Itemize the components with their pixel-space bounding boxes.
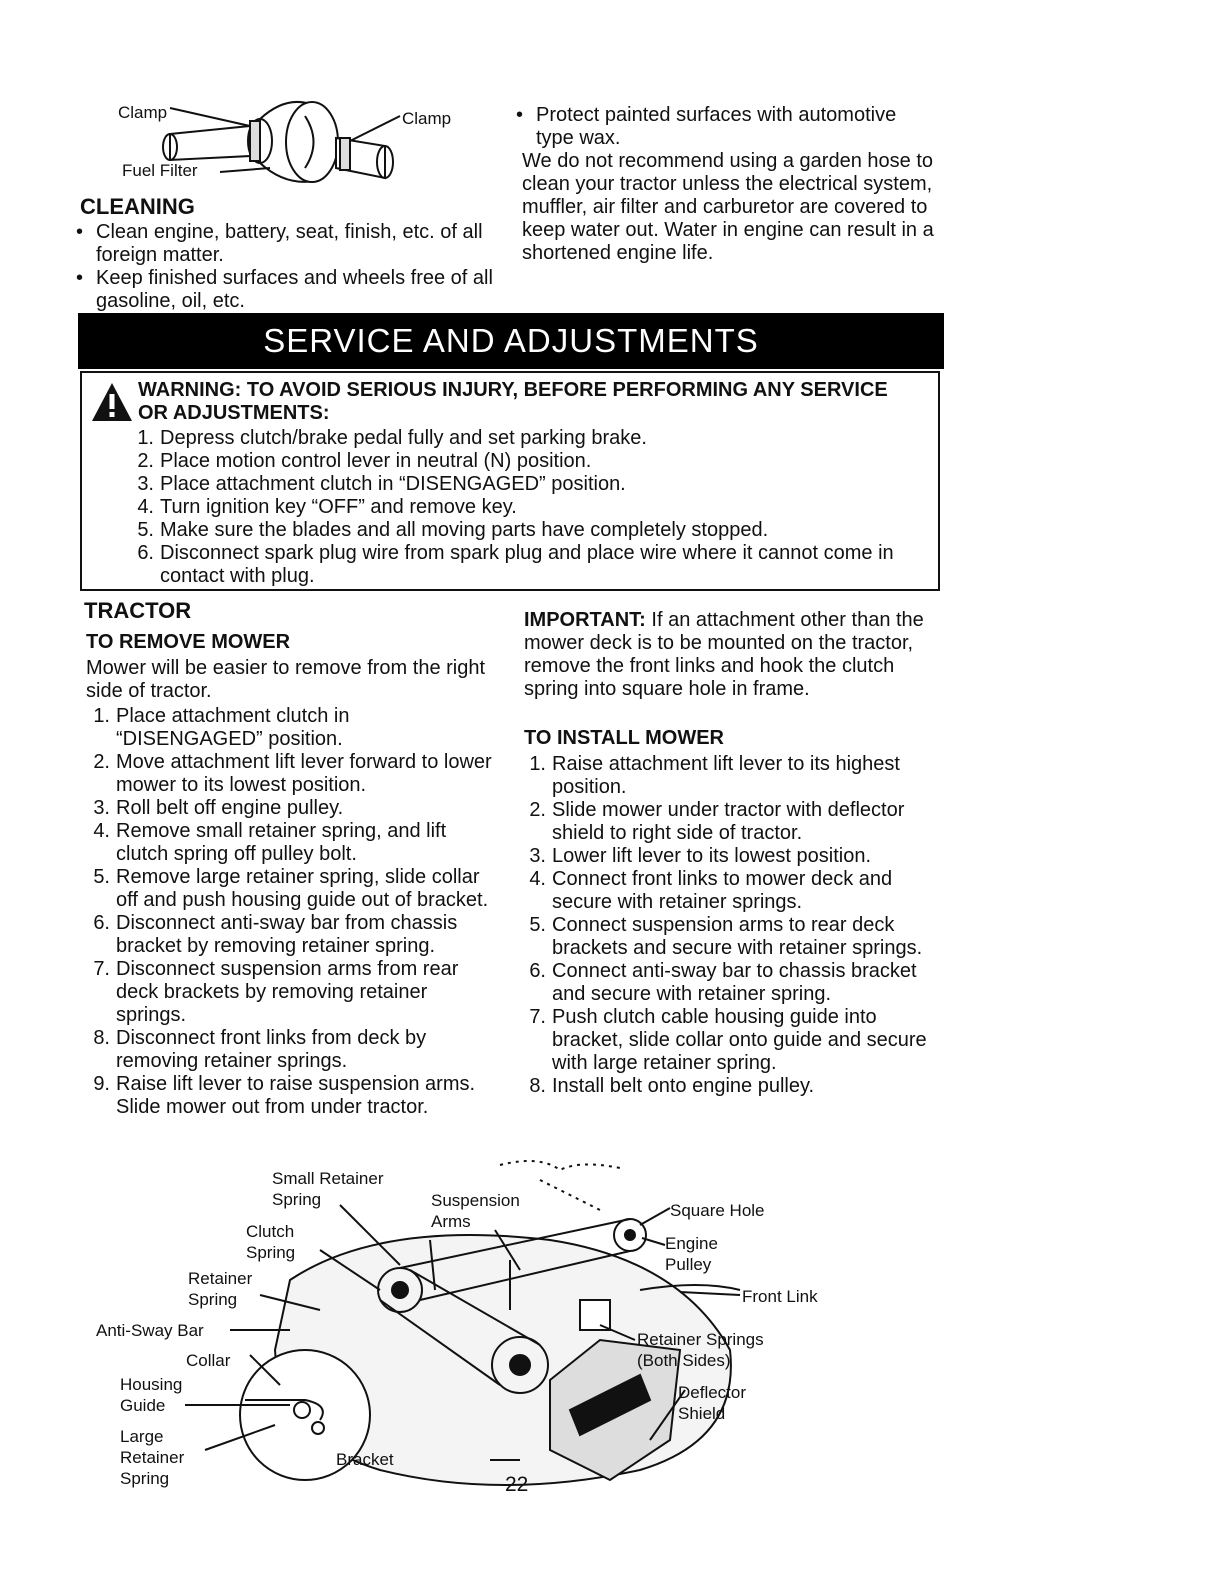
important-label: IMPORTANT: xyxy=(524,609,646,631)
page-number: 22 xyxy=(505,1473,529,1496)
install-step: 5. Connect suspension arms to rear deck brackets and secure with retainer springs. xyxy=(529,914,923,959)
remove-mower-intro: Mower will be easier to remove from the right side of tractor. xyxy=(86,657,486,702)
warning-triangle-icon xyxy=(90,381,134,423)
cleaning-item: • Keep finished surfaces and wheels free of all gasoline, oil, etc. xyxy=(72,267,502,313)
remove-mower-heading: TO REMOVE MOWER xyxy=(86,631,291,653)
bracket-label: Bracket xyxy=(336,1450,394,1469)
remove-step: 3. Roll belt off engine pulley. xyxy=(93,797,344,819)
suspension-arms-label: Suspension Arms xyxy=(431,1191,520,1231)
remove-step: 5. Remove large retainer spring, slide collar off and push housing guide out of bracket. xyxy=(93,866,489,911)
cleaning-list xyxy=(72,221,502,313)
warning-step: 2. Place motion control lever in neutral (N) position. xyxy=(137,450,592,472)
install-step: 6. Connect anti-sway bar to chassis bracket and secure with retainer spring. xyxy=(529,960,917,1005)
important-note xyxy=(524,609,940,701)
small-retainer-spring-label: Small Retainer Spring xyxy=(272,1169,384,1209)
service-banner: SERVICE AND ADJUSTMENTS xyxy=(78,313,944,369)
clamp-label-left: Clamp xyxy=(118,103,168,122)
install-step: 4. Connect front links to mower deck and secure with retainer springs. xyxy=(529,868,893,913)
fuel-filter-label: Fuel Filter xyxy=(122,161,198,180)
important-text: If an attachment other than the mower deck is to be mounted on the tractor, remove the front links and hook the clutch spring into square hole in frame. xyxy=(524,609,924,700)
install-step: 7. Push clutch cable housing guide into bracket, slide collar onto guide and secure with large retainer spring. xyxy=(529,1006,927,1074)
large-retainer-spring-label: Large Retainer Spring xyxy=(120,1427,185,1488)
remove-step: 4. Remove small retainer spring, and lift clutch spring off pulley bolt. xyxy=(93,820,447,865)
install-step: 2. Slide mower under tractor with deflector shield to right side of tractor. xyxy=(529,799,905,844)
remove-step: 9. Raise lift lever to raise suspension arms. Slide mower out from under tractor. xyxy=(93,1073,476,1118)
warning-steps xyxy=(124,427,924,588)
collar-label: Collar xyxy=(186,1351,231,1370)
warning-step: 3. Place attachment clutch in “DISENGAGED” position. xyxy=(137,473,626,495)
remove-step: 7. Disconnect suspension arms from rear deck brackets by removing retainer springs. xyxy=(93,958,459,1026)
warning-step: 6. Disconnect spark plug wire from spark plug and place wire where it cannot come in contact with plug. xyxy=(137,542,894,587)
remove-mower-steps xyxy=(80,705,500,1119)
install-step: 8. Install belt onto engine pulley. xyxy=(529,1075,815,1097)
hose-warning-paragraph: We do not recommend using a garden hose to clean your tractor unless the electrical system, muffler, air filter and carburetor are covered to keep water out. Water in engine can result in a shortened engine life. xyxy=(522,150,934,264)
remove-step: 6. Disconnect anti-sway bar from chassis bracket by removing retainer spring. xyxy=(93,912,458,957)
retainer-springs-label: Retainer Springs (Both Sides) xyxy=(637,1330,764,1370)
clutch-spring-label: Clutch Spring xyxy=(246,1222,296,1262)
anti-sway-bar-label: Anti-Sway Bar xyxy=(96,1321,204,1340)
warning-box xyxy=(80,371,940,591)
install-step: 3. Lower lift lever to its lowest position. xyxy=(529,845,872,867)
tractor-heading: TRACTOR xyxy=(84,598,192,623)
install-mower-heading: TO INSTALL MOWER xyxy=(524,727,724,749)
remove-step: 8. Disconnect front links from deck by removing retainer springs. xyxy=(93,1027,427,1072)
cleaning-heading: CLEANING xyxy=(80,194,195,219)
warning-step: 5. Make sure the blades and all moving parts have completely stopped. xyxy=(137,519,769,541)
deflector-shield-label: Deflector Shield xyxy=(678,1383,747,1423)
warning-title: WARNING: TO AVOID SERIOUS INJURY, BEFORE PERFORMING ANY SERVICE OR ADJUSTMENTS: xyxy=(138,379,888,424)
clamp-label-right: Clamp xyxy=(402,109,452,128)
wax-list xyxy=(512,104,932,150)
front-link-label: Front Link xyxy=(742,1287,818,1306)
remove-step: 2. Move attachment lift lever forward to lower mower to its lowest position. xyxy=(93,751,492,796)
square-hole-label: Square Hole xyxy=(670,1201,765,1220)
cleaning-item: • Clean engine, battery, seat, finish, etc. of all foreign matter. xyxy=(72,221,502,267)
install-step: 1. Raise attachment lift lever to its highest position. xyxy=(529,753,900,798)
warning-step: 4. Turn ignition key “OFF” and remove key. xyxy=(137,496,517,518)
install-mower-steps xyxy=(516,753,946,1098)
wax-item: • Protect painted surfaces with automotive type wax. xyxy=(512,104,932,150)
housing-guide-label: Housing Guide xyxy=(120,1375,183,1415)
warning-step: 1. Depress clutch/brake pedal fully and set parking brake. xyxy=(137,427,647,449)
retainer-spring-label: Retainer Spring xyxy=(188,1269,253,1309)
remove-step: 1. Place attachment clutch in “DISENGAGED” position. xyxy=(93,705,350,750)
engine-pulley-label: Engine Pulley xyxy=(665,1234,718,1274)
